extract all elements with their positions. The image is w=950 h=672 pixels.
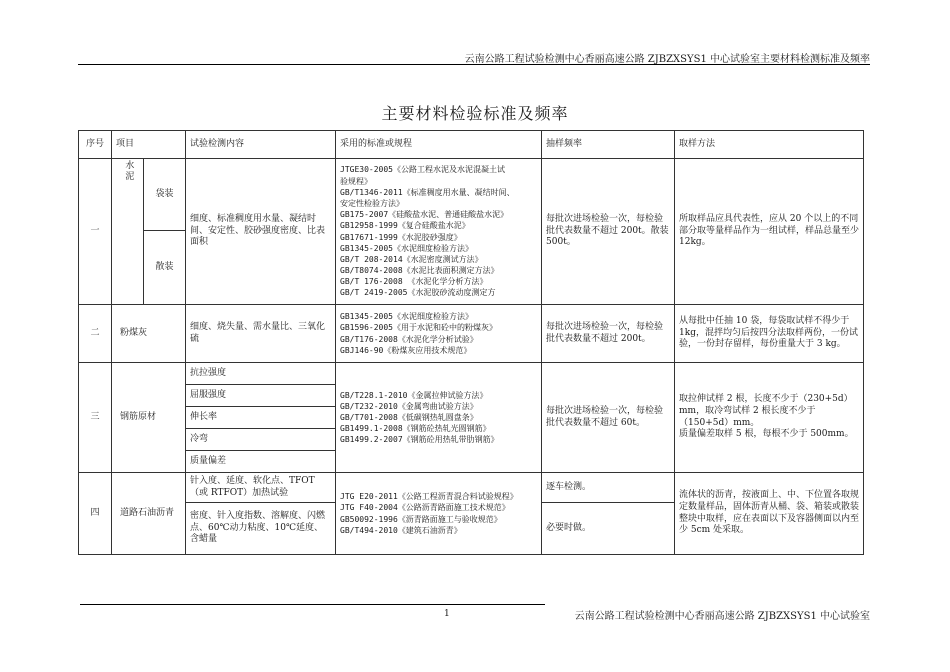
- col-header-content: 试验检测内容: [186, 131, 336, 159]
- row-frequency: 每批次进场检验一次，每检验批代表数量不超过 60t。: [542, 363, 675, 473]
- standard-line: GB/T 2419-2005《水泥胶砂流动度测定方: [340, 288, 496, 298]
- row-no: 四: [79, 473, 112, 555]
- row-test-item: 屈服强度: [186, 385, 336, 407]
- method-line: 质量偏差取样 5 根，每根不少于 500mm。: [679, 429, 854, 440]
- col-header-standard: 采用的标准或规程: [336, 131, 542, 159]
- standard-line: GB/T 176-2008 《水泥化学分析方法》: [340, 277, 488, 287]
- col-header-item: 项目: [112, 131, 186, 159]
- row-test-content: 针入度、延度、软化点、TFOT（或 RTFOT）加热试验: [186, 473, 336, 503]
- footer-rule: [80, 604, 545, 605]
- row-frequency: 逐车检测。: [542, 473, 675, 503]
- document-title: 主要材料检验标准及频率: [381, 104, 569, 123]
- row-test-item: 质量偏差: [186, 451, 336, 473]
- row-test-content: 细度、烧失量、需水量比、三氧化硫: [186, 305, 336, 363]
- standard-line: GB/T 208-2014《水泥密度测试方法》: [340, 254, 483, 264]
- page-footer-text: 云南公路工程试验检测中心香丽高速公路 ZJBZXSYS1 中心试验室: [574, 611, 870, 622]
- row-standards: [336, 363, 542, 473]
- standard-line: GB/T701-2008《低碳钢热轧圆盘条》: [340, 412, 478, 422]
- table-row: [79, 159, 864, 231]
- standard-line: GB1345-2005《水泥细度检验方法》: [340, 243, 473, 253]
- row-test-content: 细度、标准稠度用水量、凝结时间、安定性、胶砂强度密度、比表面积: [186, 159, 336, 305]
- row-frequency: 每批次进场检验一次，每检验批代表数量不超过 200t。: [542, 305, 675, 363]
- row-no: 一: [79, 159, 112, 305]
- standard-line: GB17671-1999《水泥胶砂强度》: [340, 232, 462, 242]
- col-header-no: 序号: [79, 131, 112, 159]
- col-header-method: 取样方法: [675, 131, 864, 159]
- standard-line: GB12958-1999《复合硅酸盐水泥》: [340, 221, 470, 231]
- row-test-item: 伸长率: [186, 407, 336, 429]
- row-test-item: 抗拉强度: [186, 363, 336, 385]
- method-line: 取拉伸试样 2 根，长度不少于（230+5d）mm，取冷弯试样 2 根长度不少于（150+5d）mm。: [679, 394, 853, 428]
- standard-line: GB/T494-2010《建筑石油沥青》: [340, 525, 462, 535]
- standard-line: GB175-2007《硅酸盐水泥、普通硅酸盐水泥》: [340, 210, 509, 220]
- row-standards: [336, 473, 542, 555]
- row-method: 流体状的沥青，按液面上、中、下位置各取规定数量样品，固体沥青从桶、袋、箱装或散装整块中取样，应在表面以下及容器侧面以内至少 5cm 处采取。: [675, 473, 864, 555]
- standard-line: GB/T232-2010《金属弯曲试验方法》: [340, 401, 478, 411]
- row-no: 三: [79, 363, 112, 473]
- standard-line: GB1499.1-2008《钢筋砼热轧光圆钢筋》: [340, 424, 491, 434]
- row-item: 水泥: [112, 159, 144, 305]
- row-method: [675, 363, 864, 473]
- standard-line: GBJ146-90《粉煤灰应用技术规范》: [340, 345, 472, 355]
- row-subitem: 散装: [144, 231, 186, 305]
- standard-line: JTG F40-2004《公路沥青路面施工技术规范》: [340, 503, 510, 513]
- row-frequency: 每批次进场检验一次，每检验批代表数量不超过 200t。散装 500t。: [542, 159, 675, 305]
- standard-line: 验规程》: [340, 176, 373, 186]
- standard-line: GB1596-2005《用于水泥和砼中的粉煤灰》: [340, 323, 497, 333]
- table-row: [79, 363, 864, 385]
- row-subitem: 袋装: [144, 159, 186, 231]
- row-method: 从每批中任抽 10 袋，每袋取试样不得少于 1kg，混拌均匀后按四分法取样两份，一份试验，一份封存留样，每份重量大于 3 kg。: [675, 305, 864, 363]
- row-test-item: 冷弯: [186, 429, 336, 451]
- standard-line: GB1499.2-2007《钢筋砼用热轧带肋钢筋》: [340, 435, 499, 445]
- row-test-content: 密度、针入度指数、溶解度、闪燃点、60℃动力粘度、10℃延度、含蜡量: [186, 503, 336, 555]
- standard-line: GB/T1346-2011《标准稠度用水量、凝结时间、: [340, 187, 515, 197]
- standard-line: GB50092-1996《沥青路面施工与验收规范》: [340, 514, 502, 524]
- row-method: 所取样品应具代表性，应从 20 个以上的不同部分取等量样品作为一组试样，样品总量至少 12kg。: [675, 159, 864, 305]
- table-row: [79, 473, 864, 503]
- header-rule: [78, 64, 870, 65]
- table-header-row: [79, 131, 864, 159]
- row-standards: [336, 159, 542, 305]
- col-header-frequency: 抽样频率: [542, 131, 675, 159]
- row-standards: [336, 305, 542, 363]
- table-row: [79, 305, 864, 363]
- standards-table: [78, 130, 864, 555]
- row-frequency: 必要时做。: [542, 503, 675, 555]
- row-item: 钢筋原材: [112, 363, 186, 473]
- standard-line: 安定性检验方法》: [340, 198, 405, 208]
- page-number: 1: [444, 609, 450, 619]
- standard-line: GB/T8074-2008《水泥比表面积测定方法》: [340, 266, 499, 276]
- standard-line: JTGE30-2005《公路工程水泥及水泥混凝土试: [340, 165, 505, 175]
- standard-line: GB/T176-2008《水泥化学分析试验》: [340, 334, 478, 344]
- standard-line: GB/T228.1-2010《金属拉伸试验方法》: [340, 390, 488, 400]
- row-item: 粉煤灰: [112, 305, 186, 363]
- row-item: 道路石油沥青: [112, 473, 186, 555]
- standard-line: JTG E20-2011《公路工程沥青混合料试验规程》: [340, 492, 518, 502]
- standard-line: GB1345-2005《水泥细度检验方法》: [340, 312, 473, 322]
- row-no: 二: [79, 305, 112, 363]
- page-header-text: 云南公路工程试验检测中心香丽高速公路 ZJBZXSYS1 中心试验室主要材料检测标准及频率: [464, 54, 870, 65]
